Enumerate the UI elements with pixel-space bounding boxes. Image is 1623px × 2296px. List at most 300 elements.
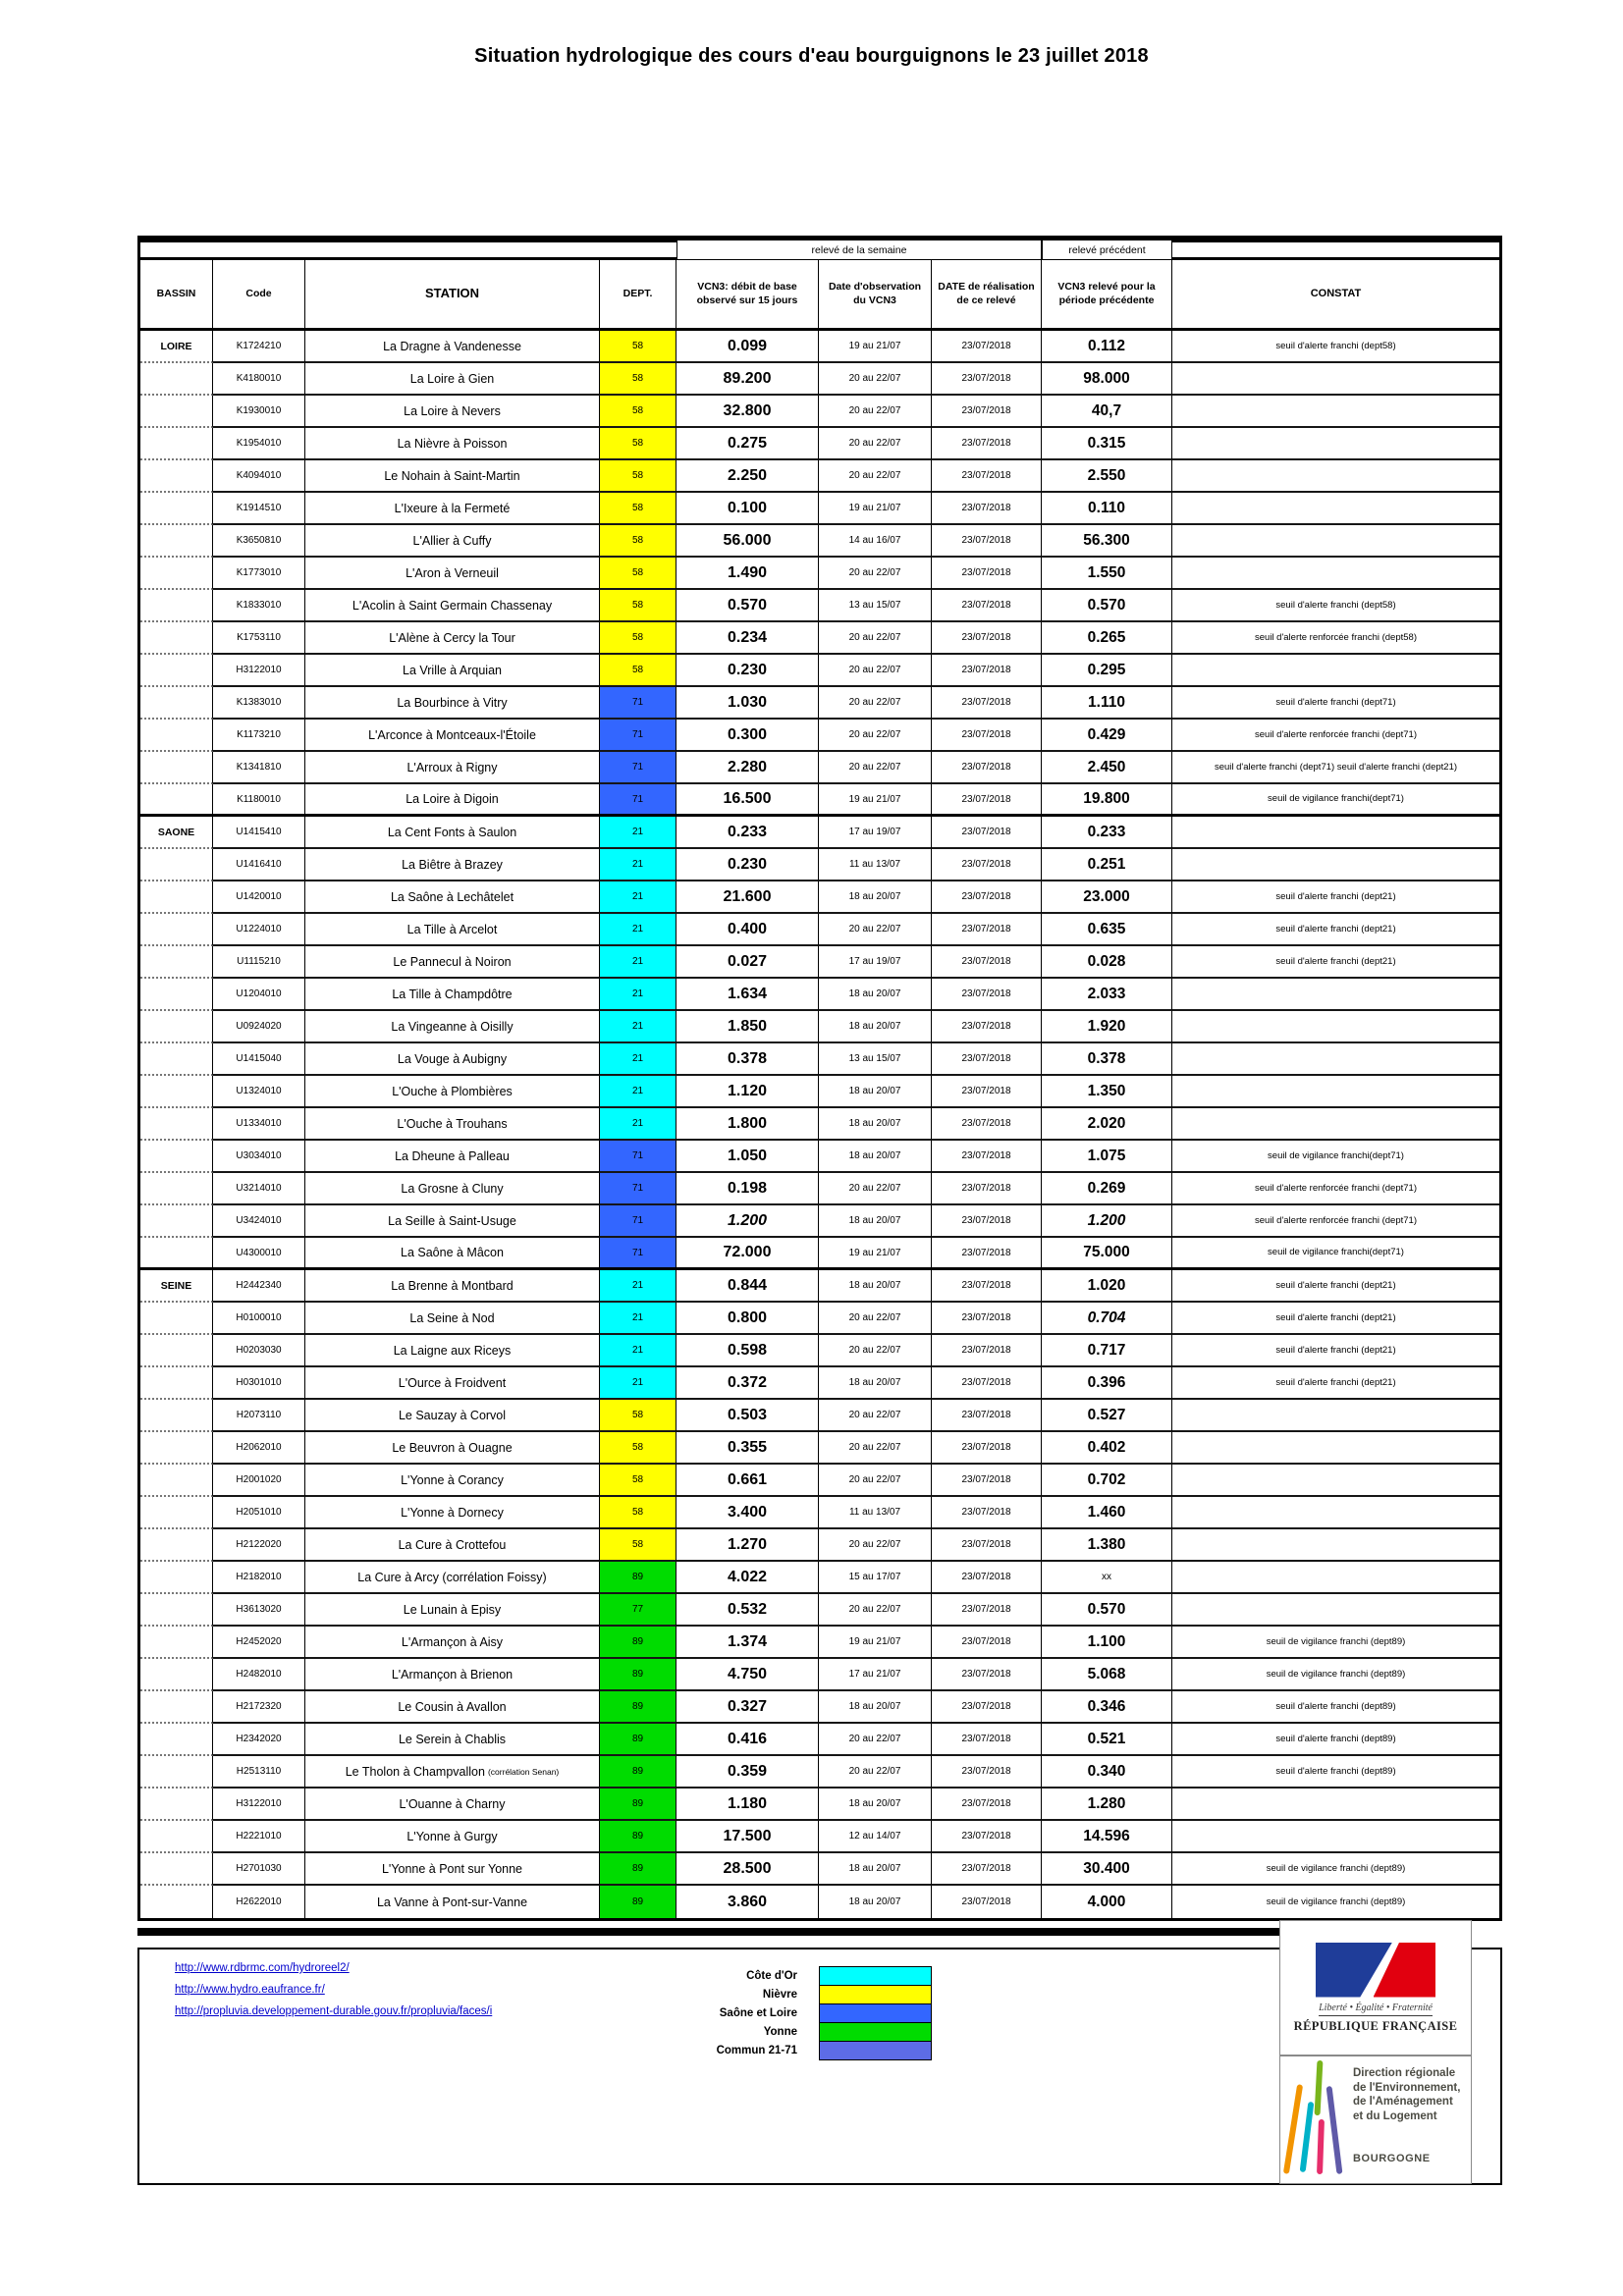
vcn3-prev-cell: 0.702 (1042, 1465, 1172, 1497)
station-cell: Le Serein à Chablis (305, 1724, 600, 1756)
vcn3-prev-cell: 0.269 (1042, 1173, 1172, 1205)
date-real-cell: 23/07/2018 (932, 1335, 1042, 1367)
bassin-cell (140, 396, 213, 428)
code-cell: K1341810 (213, 752, 305, 784)
date-obs-cell: 17 au 19/07 (819, 817, 932, 849)
date-real-cell: 23/07/2018 (932, 881, 1042, 914)
station-cell: Le Lunain à Episy (305, 1594, 600, 1627)
code-cell: U1415410 (213, 817, 305, 849)
station-note: (corrélation Senan) (487, 1766, 560, 1777)
table-body (140, 331, 1499, 1918)
bassin-cell (140, 1238, 213, 1270)
dept-cell: 58 (600, 363, 676, 396)
vcn3-prev-cell: 0.521 (1042, 1724, 1172, 1756)
code-cell: H3613020 (213, 1594, 305, 1627)
vcn3-cell: 1.030 (676, 687, 819, 720)
constat-cell (1172, 525, 1499, 558)
code-cell: H2172320 (213, 1691, 305, 1724)
vcn3-cell: 2.250 (676, 460, 819, 493)
bassin-cell (140, 849, 213, 881)
vcn3-prev-cell: 0.265 (1042, 622, 1172, 655)
dept-cell: 21 (600, 1303, 676, 1335)
table-row (140, 849, 1499, 881)
date-obs-cell: 20 au 22/07 (819, 363, 932, 396)
table-row (140, 428, 1499, 460)
bassin-cell (140, 1853, 213, 1886)
station-cell: La Bourbince à Vitry (305, 687, 600, 720)
dept-cell: 58 (600, 1465, 676, 1497)
vcn3-prev-cell: 1.020 (1042, 1270, 1172, 1303)
station-cell: L'Arroux à Rigny (305, 752, 600, 784)
dept-cell: 71 (600, 1141, 676, 1173)
vcn3-prev-cell: 0.028 (1042, 946, 1172, 979)
table-row (140, 1205, 1499, 1238)
date-real-cell: 23/07/2018 (932, 590, 1042, 622)
bassin-cell (140, 914, 213, 946)
station-cell: La Dragne à Vandenesse (305, 331, 600, 363)
constat-cell (1172, 1789, 1499, 1821)
date-real-cell: 23/07/2018 (932, 493, 1042, 525)
table-row (140, 752, 1499, 784)
station-cell: L'Yonne à Pont sur Yonne (305, 1853, 600, 1886)
date-real-cell: 23/07/2018 (932, 914, 1042, 946)
dept-cell: 58 (600, 428, 676, 460)
table-row (140, 817, 1499, 849)
legend-label: Yonne (763, 2026, 797, 2038)
hydro-table (137, 236, 1502, 1921)
constat-cell (1172, 558, 1499, 590)
date-obs-cell: 19 au 21/07 (819, 331, 932, 363)
vcn3-cell: 0.378 (676, 1043, 819, 1076)
code-cell: K1930010 (213, 396, 305, 428)
code-cell: H2452020 (213, 1627, 305, 1659)
station-cell: La Laigne aux Riceys (305, 1335, 600, 1367)
table-row (140, 1594, 1499, 1627)
code-cell: H2482010 (213, 1659, 305, 1691)
date-obs-cell: 20 au 22/07 (819, 428, 932, 460)
vcn3-prev-cell: 0.251 (1042, 849, 1172, 881)
code-cell: H2221010 (213, 1821, 305, 1853)
date-obs-cell: 20 au 22/07 (819, 720, 932, 752)
table-row (140, 396, 1499, 428)
code-cell: U1416410 (213, 849, 305, 881)
table-row (140, 590, 1499, 622)
bassin-cell (140, 979, 213, 1011)
vcn3-cell: 2.280 (676, 752, 819, 784)
vcn3-prev-cell: 1.200 (1042, 1205, 1172, 1238)
dreal-title-line: et du Logement (1353, 2110, 1437, 2123)
bassin-cell (140, 1724, 213, 1756)
code-cell: H2051010 (213, 1497, 305, 1529)
dept-cell: 71 (600, 687, 676, 720)
vcn3-prev-cell: 1.920 (1042, 1011, 1172, 1043)
date-obs-cell: 17 au 19/07 (819, 946, 932, 979)
band-releve-semaine: relevé de la semaine (676, 239, 1042, 260)
code-cell: U1204010 (213, 979, 305, 1011)
table-row (140, 525, 1499, 558)
constat-cell (1172, 1497, 1499, 1529)
code-cell: H0100010 (213, 1303, 305, 1335)
date-real-cell: 23/07/2018 (932, 1173, 1042, 1205)
date-real-cell: 23/07/2018 (932, 622, 1042, 655)
vcn3-cell: 0.800 (676, 1303, 819, 1335)
vcn3-cell: 28.500 (676, 1853, 819, 1886)
date-obs-cell: 20 au 22/07 (819, 752, 932, 784)
constat-cell: seuil d'alerte franchi (dept89) (1172, 1724, 1499, 1756)
code-cell: U3214010 (213, 1173, 305, 1205)
vcn3-cell: 1.850 (676, 1011, 819, 1043)
dept-cell: 21 (600, 817, 676, 849)
bassin-cell (140, 1432, 213, 1465)
table-row (140, 1303, 1499, 1335)
constat-cell (1172, 1043, 1499, 1076)
date-real-cell: 23/07/2018 (932, 784, 1042, 817)
table-row (140, 1367, 1499, 1400)
constat-cell: seuil de vigilance franchi(dept71) (1172, 784, 1499, 817)
bassin-cell (140, 1659, 213, 1691)
bassin-cell (140, 1886, 213, 1918)
station-cell: La Dheune à Palleau (305, 1141, 600, 1173)
legend-color-chip (819, 2003, 932, 2023)
station-cell: L'Ixeure à la Fermeté (305, 493, 600, 525)
station-cell: La Loire à Gien (305, 363, 600, 396)
dept-cell: 58 (600, 396, 676, 428)
bassin-cell: LOIRE (140, 331, 213, 363)
date-real-cell: 23/07/2018 (932, 558, 1042, 590)
constat-cell (1172, 1465, 1499, 1497)
dept-cell: 89 (600, 1853, 676, 1886)
bassin-cell (140, 1076, 213, 1108)
date-real-cell: 23/07/2018 (932, 1627, 1042, 1659)
vcn3-prev-cell: 0.717 (1042, 1335, 1172, 1367)
constat-cell (1172, 1076, 1499, 1108)
date-obs-cell: 18 au 20/07 (819, 1270, 932, 1303)
vcn3-prev-cell: 5.068 (1042, 1659, 1172, 1691)
vcn3-prev-cell: 0.704 (1042, 1303, 1172, 1335)
date-real-cell: 23/07/2018 (932, 752, 1042, 784)
constat-cell (1172, 979, 1499, 1011)
date-obs-cell: 11 au 13/07 (819, 1497, 932, 1529)
vcn3-cell: 0.234 (676, 622, 819, 655)
code-cell: K1833010 (213, 590, 305, 622)
code-cell: U0924020 (213, 1011, 305, 1043)
table-row (140, 979, 1499, 1011)
marianne-flag-icon (1316, 1943, 1435, 1998)
table-row (140, 1400, 1499, 1432)
dreal-region: BOURGOGNE (1353, 2153, 1431, 2164)
vcn3-prev-cell: 98.000 (1042, 363, 1172, 396)
date-real-cell: 23/07/2018 (932, 1821, 1042, 1853)
bassin-cell (140, 1691, 213, 1724)
legend-label: Commun 21-71 (716, 2045, 797, 2056)
dept-cell: 77 (600, 1594, 676, 1627)
link-list (175, 1957, 492, 2022)
station-cell: La Cure à Arcy (corrélation Foissy) (305, 1562, 600, 1594)
dept-cell: 58 (600, 1497, 676, 1529)
table-row (140, 1529, 1499, 1562)
legend-color-chip (819, 2022, 932, 2042)
date-real-cell: 23/07/2018 (932, 428, 1042, 460)
footer-link[interactable]: http://www.rdbrmc.com/hydroreel2/ (175, 1962, 350, 1974)
bassin-cell (140, 784, 213, 817)
station-cell: La Grosne à Cluny (305, 1173, 600, 1205)
code-cell: U3424010 (213, 1205, 305, 1238)
vcn3-cell: 3.860 (676, 1886, 819, 1918)
date-obs-cell: 20 au 22/07 (819, 687, 932, 720)
date-obs-cell: 18 au 20/07 (819, 1691, 932, 1724)
dept-cell: 71 (600, 720, 676, 752)
date-obs-cell: 20 au 22/07 (819, 655, 932, 687)
date-real-cell: 23/07/2018 (932, 460, 1042, 493)
code-cell: K1914510 (213, 493, 305, 525)
code-cell: K3650810 (213, 525, 305, 558)
bassin-cell (140, 1335, 213, 1367)
dept-cell: 89 (600, 1886, 676, 1918)
dept-cell: 58 (600, 1529, 676, 1562)
dept-cell: 89 (600, 1627, 676, 1659)
constat-cell (1172, 493, 1499, 525)
dept-cell: 71 (600, 784, 676, 817)
table-header-row (140, 260, 1499, 331)
vcn3-cell: 0.300 (676, 720, 819, 752)
code-cell: H2442340 (213, 1270, 305, 1303)
vcn3-cell: 0.844 (676, 1270, 819, 1303)
rf-name: RÉPUBLIQUE FRANÇAISE (1293, 2018, 1458, 2033)
bassin-cell (140, 622, 213, 655)
stroke-cyan (1300, 2102, 1315, 2172)
header-station: STATION (305, 260, 600, 331)
header-dept: DEPT. (600, 260, 676, 331)
dept-cell: 89 (600, 1562, 676, 1594)
table-band-row (140, 239, 1499, 260)
code-cell: H0203030 (213, 1335, 305, 1367)
code-cell: H2342020 (213, 1724, 305, 1756)
constat-cell (1172, 1011, 1499, 1043)
station-cell: Le Cousin à Avallon (305, 1691, 600, 1724)
vcn3-prev-cell: 0.346 (1042, 1691, 1172, 1724)
table-row (140, 1497, 1499, 1529)
station-cell: Le Nohain à Saint-Martin (305, 460, 600, 493)
table-row (140, 1627, 1499, 1659)
constat-cell (1172, 849, 1499, 881)
vcn3-cell: 1.270 (676, 1529, 819, 1562)
vcn3-prev-cell: 0.233 (1042, 817, 1172, 849)
dreal-title (1353, 2066, 1460, 2124)
station-cell: L'Acolin à Saint Germain Chassenay (305, 590, 600, 622)
table-row (140, 493, 1499, 525)
date-real-cell: 23/07/2018 (932, 1497, 1042, 1529)
header-vcn3-prev: VCN3 relevé pour la période précédente (1042, 260, 1172, 331)
date-obs-cell: 19 au 21/07 (819, 784, 932, 817)
bassin-cell (140, 1789, 213, 1821)
date-real-cell: 23/07/2018 (932, 1432, 1042, 1465)
station-cell: L'Ouche à Trouhans (305, 1108, 600, 1141)
vcn3-prev-cell: 0.429 (1042, 720, 1172, 752)
constat-cell: seuil d'alerte franchi (dept21) (1172, 1303, 1499, 1335)
vcn3-cell: 56.000 (676, 525, 819, 558)
bassin-cell (140, 1108, 213, 1141)
constat-cell: seuil d'alerte franchi (dept89) (1172, 1756, 1499, 1789)
date-obs-cell: 17 au 21/07 (819, 1659, 932, 1691)
station-cell: La Saône à Lechâtelet (305, 881, 600, 914)
legend-label: Saône et Loire (719, 2007, 797, 2019)
date-obs-cell: 20 au 22/07 (819, 914, 932, 946)
header-date-obs: Date d'observation du VCN3 (819, 260, 932, 331)
date-obs-cell: 18 au 20/07 (819, 1205, 932, 1238)
constat-cell: seuil d'alerte franchi (dept21) (1172, 914, 1499, 946)
date-obs-cell: 19 au 21/07 (819, 1627, 932, 1659)
dept-cell: 21 (600, 1043, 676, 1076)
footer-link[interactable]: http://www.hydro.eaufrance.fr/ (175, 1984, 325, 1996)
constat-cell (1172, 817, 1499, 849)
table-row (140, 1043, 1499, 1076)
bassin-cell (140, 1043, 213, 1076)
date-obs-cell: 13 au 15/07 (819, 1043, 932, 1076)
table-row (140, 1853, 1499, 1886)
date-obs-cell: 20 au 22/07 (819, 1724, 932, 1756)
date-obs-cell: 18 au 20/07 (819, 1367, 932, 1400)
code-cell: H2513110 (213, 1756, 305, 1789)
legend-color-chip (819, 1985, 932, 2004)
page-title: Situation hydrologique des cours d'eau bourguignons le 23 juillet 2018 (474, 45, 1149, 67)
station-cell: Le Tholon à Champvallon (corrélation Senan) (305, 1756, 600, 1789)
station-cell: L'Yonne à Dornecy (305, 1497, 600, 1529)
table-row (140, 1173, 1499, 1205)
constat-cell: seuil d'alerte franchi (dept71) (1172, 687, 1499, 720)
vcn3-cell: 1.374 (676, 1627, 819, 1659)
code-cell: H2701030 (213, 1853, 305, 1886)
constat-cell: seuil d'alerte renforcée franchi (dept71) (1172, 1205, 1499, 1238)
code-cell: K1753110 (213, 622, 305, 655)
date-real-cell: 23/07/2018 (932, 1043, 1042, 1076)
dept-cell: 58 (600, 331, 676, 363)
code-cell: U1415040 (213, 1043, 305, 1076)
station-cell: La Loire à Nevers (305, 396, 600, 428)
station-cell: La Vrille à Arquian (305, 655, 600, 687)
date-obs-cell: 20 au 22/07 (819, 1756, 932, 1789)
bassin-cell (140, 687, 213, 720)
table-row (140, 1141, 1499, 1173)
vcn3-prev-cell: 30.400 (1042, 1853, 1172, 1886)
vcn3-prev-cell: 1.550 (1042, 558, 1172, 590)
date-real-cell: 23/07/2018 (932, 1108, 1042, 1141)
dept-cell: 71 (600, 1238, 676, 1270)
station-cell: La Vouge à Aubigny (305, 1043, 600, 1076)
dept-cell: 21 (600, 946, 676, 979)
constat-cell: seuil de vigilance franchi (dept89) (1266, 1896, 1406, 1907)
station-cell: La Nièvre à Poisson (305, 428, 600, 460)
dept-cell: 58 (600, 493, 676, 525)
dept-cell: 58 (600, 525, 676, 558)
date-obs-cell: 18 au 20/07 (819, 1141, 932, 1173)
constat-cell (1172, 428, 1499, 460)
date-real-cell: 23/07/2018 (932, 1205, 1042, 1238)
constat-cell: seuil d'alerte franchi (dept21) (1172, 1367, 1499, 1400)
vcn3-cell: 1.800 (676, 1108, 819, 1141)
date-obs-cell: 18 au 20/07 (819, 1011, 932, 1043)
header-constat: CONSTAT (1172, 260, 1499, 331)
station-cell: Le Pannecul à Noiron (305, 946, 600, 979)
vcn3-prev-cell: 1.280 (1042, 1789, 1172, 1821)
bassin-cell (140, 1465, 213, 1497)
code-cell: U1115210 (213, 946, 305, 979)
bassin-cell (140, 558, 213, 590)
table-row (140, 881, 1499, 914)
bassin-cell (140, 525, 213, 558)
vcn3-cell: 0.598 (676, 1335, 819, 1367)
vcn3-cell: 0.532 (676, 1594, 819, 1627)
date-real-cell: 23/07/2018 (932, 1141, 1042, 1173)
vcn3-prev-cell: 19.800 (1042, 784, 1172, 817)
vcn3-prev-cell: 1.110 (1042, 687, 1172, 720)
date-obs-cell: 13 au 15/07 (819, 590, 932, 622)
bassin-cell: SAONE (140, 817, 213, 849)
vcn3-prev-cell: 0.570 (1042, 1594, 1172, 1627)
station-cell: Le Sauzay à Corvol (305, 1400, 600, 1432)
bassin-cell (140, 1400, 213, 1432)
vcn3-cell: 0.359 (676, 1756, 819, 1789)
table-row (140, 1108, 1499, 1141)
date-real-cell: 23/07/2018 (932, 1659, 1042, 1691)
footer-link[interactable]: http://propluvia.developpement-durable.gouv.fr/propluvia/faces/i (175, 2005, 493, 2017)
date-obs-cell: 18 au 20/07 (819, 979, 932, 1011)
vcn3-prev-cell: 0.570 (1042, 590, 1172, 622)
station-cell: L'Yonne à Corancy (305, 1465, 600, 1497)
code-cell: H2182010 (213, 1562, 305, 1594)
date-obs-cell: 20 au 22/07 (819, 1594, 932, 1627)
vcn3-cell: 1.634 (676, 979, 819, 1011)
dept-cell: 89 (600, 1691, 676, 1724)
dept-cell: 58 (600, 1400, 676, 1432)
date-real-cell: 23/07/2018 (932, 396, 1042, 428)
dept-cell: 21 (600, 1367, 676, 1400)
vcn3-cell: 21.600 (676, 881, 819, 914)
dreal-title-line: Direction régionale (1353, 2067, 1456, 2079)
vcn3-cell: 16.500 (676, 784, 819, 817)
header-code: Code (213, 260, 305, 331)
header-date-rel: DATE de réalisation de ce relevé (932, 260, 1042, 331)
date-real-cell: 23/07/2018 (932, 1011, 1042, 1043)
station-cell: L'Arconce à Montceaux-l'Étoile (305, 720, 600, 752)
table-row (140, 1270, 1499, 1303)
dept-cell: 89 (600, 1789, 676, 1821)
constat-cell: seuil d'alerte franchi (dept89) (1172, 1691, 1499, 1724)
date-real-cell: 23/07/2018 (932, 849, 1042, 881)
table-row (140, 720, 1499, 752)
constat-cell (1172, 1562, 1499, 1594)
stroke-purple (1326, 2086, 1343, 2174)
date-real-cell: 23/07/2018 (932, 687, 1042, 720)
date-obs-cell: 20 au 22/07 (819, 1173, 932, 1205)
bassin-cell (140, 590, 213, 622)
bassin-cell (140, 493, 213, 525)
station-cell: La Seine à Nod (305, 1303, 600, 1335)
vcn3-cell: 0.233 (676, 817, 819, 849)
table-row (140, 1724, 1499, 1756)
date-real-cell: 23/07/2018 (932, 1367, 1042, 1400)
station-cell: La Vingeanne à Oisilly (305, 1011, 600, 1043)
constat-cell: seuil de vigilance franchi (dept89) (1172, 1853, 1499, 1886)
legend-label: Nièvre (762, 1989, 797, 2001)
code-cell: H2122020 (213, 1529, 305, 1562)
table-row (140, 1432, 1499, 1465)
legend-label: Côte d'Or (746, 1970, 797, 1982)
vcn3-prev-cell: 0.315 (1042, 428, 1172, 460)
date-obs-cell: 19 au 21/07 (819, 1238, 932, 1270)
date-obs-cell: 18 au 20/07 (819, 1789, 932, 1821)
date-obs-cell: 20 au 22/07 (819, 1400, 932, 1432)
date-real-cell: 23/07/2018 (932, 1594, 1042, 1627)
